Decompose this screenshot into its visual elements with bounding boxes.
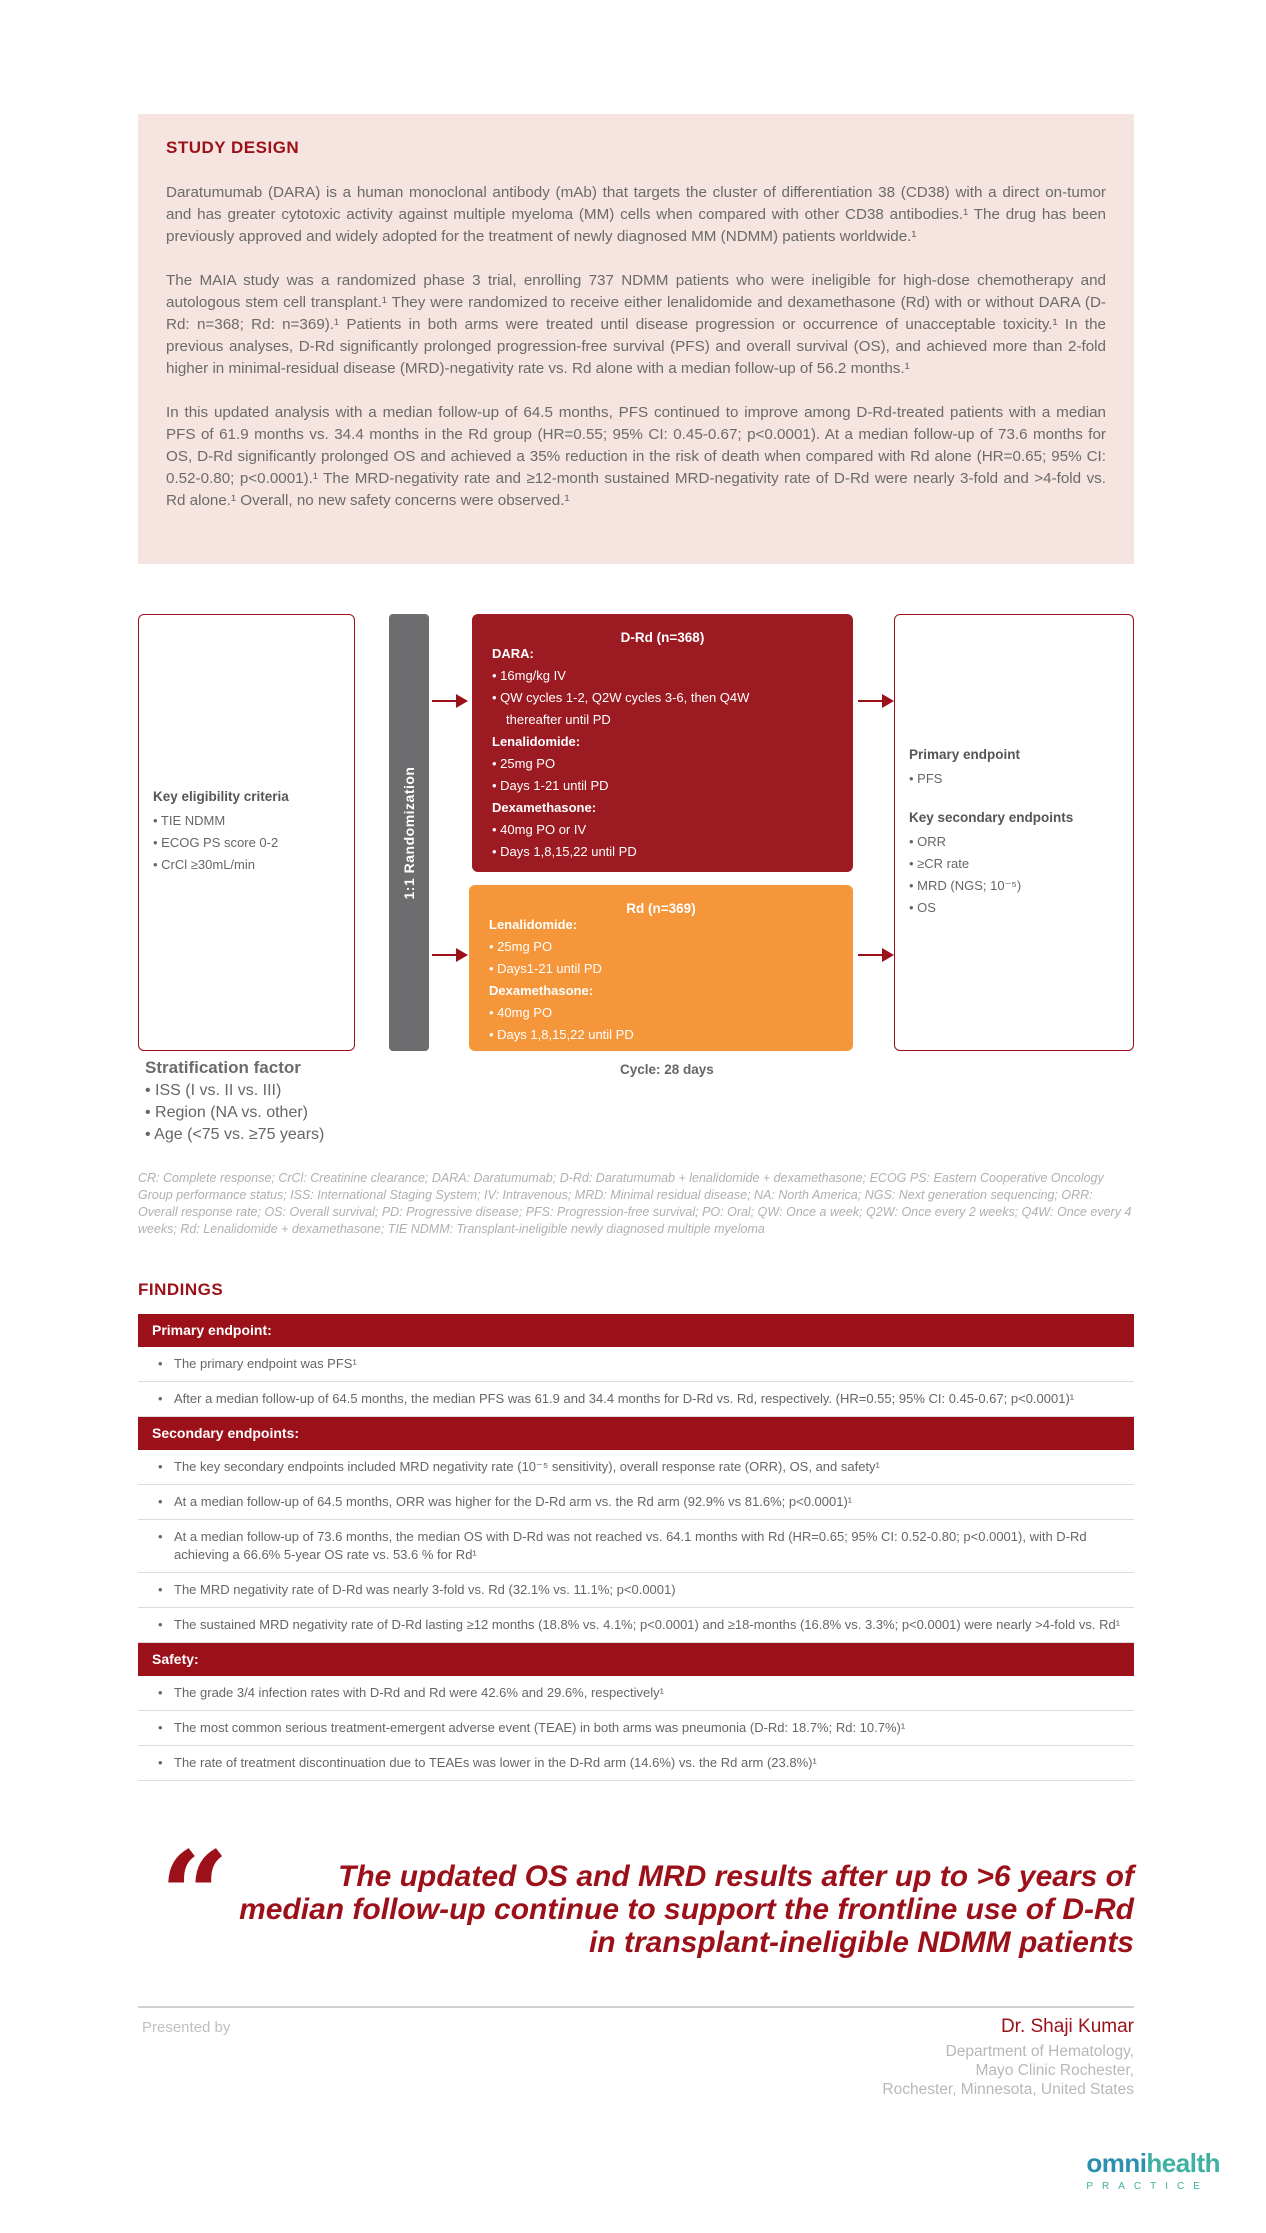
stratification-item: • Age (<75 vs. ≥75 years) bbox=[145, 1126, 325, 1143]
secondary-endpoint-title: Key secondary endpoints bbox=[909, 809, 1074, 825]
rd-dex-label: Dexamethasone: bbox=[489, 983, 594, 998]
primary-endpoint-header: Primary endpoint: bbox=[138, 1314, 1134, 1347]
secondary-endpoint-item: • OS bbox=[909, 899, 936, 915]
secondary-endpoint-item: • MRD (NGS; 10⁻⁵) bbox=[909, 877, 1022, 893]
eligibility-item: • TIE NDMM bbox=[153, 813, 226, 828]
safety-header: Safety: bbox=[138, 1643, 1134, 1676]
key-quote: The updated OS and MRD results after up to >6 years of median follow-up continue to support the frontline use of D-Rd in transplant-ineligible NDMM patients bbox=[239, 1860, 1134, 1959]
finding-row: • After a median follow-up of 64.5 months, the median PFS was 61.9 and 34.4 months for D-Rd vs. Rd, respectively. (HR=0.55; 95% CI: 0.45-0.67; p<0.0001)¹ bbox=[138, 1382, 1134, 1417]
drd-dara-item: thereafter until PD bbox=[506, 712, 611, 727]
finding-row: • The primary endpoint was PFS¹ bbox=[138, 1347, 1134, 1382]
presenter-affiliation: Department of Hematology, bbox=[945, 2043, 1134, 2060]
drd-dara-label: DARA: bbox=[492, 646, 534, 661]
presenter-name: Dr. Shaji Kumar bbox=[1000, 2016, 1134, 2037]
eligibility-item: • CrCl ≥30mL/min bbox=[153, 857, 255, 872]
arrow-to-drd bbox=[432, 700, 466, 702]
omnihealth-logo bbox=[1086, 2148, 1220, 2192]
presenter-affiliation: Rochester, Minnesota, United States bbox=[882, 2081, 1134, 2098]
drd-len-item: • Days 1-21 until PD bbox=[492, 778, 609, 793]
drd-len-item: • 25mg PO bbox=[492, 756, 556, 771]
drd-dex-item: • 40mg PO or IV bbox=[492, 822, 587, 837]
arrow-to-rd bbox=[432, 954, 466, 956]
quote-mark-icon: “ bbox=[160, 1825, 230, 1966]
finding-row: • The sustained MRD negativity rate of D-Rd lasting ≥12 months (18.8% vs. 4.1%; p<0.0001) and ≥18-months (16.8% vs. 3.3%; p<0.0001) were nearly >4-fold vs. Rd¹ bbox=[138, 1608, 1134, 1643]
drd-dara-item: • QW cycles 1-2, Q2W cycles 3-6, then Q4W bbox=[492, 690, 750, 705]
finding-row: • At a median follow-up of 64.5 months, ORR was higher for the D-Rd arm vs. the Rd arm (92.9% vs 81.6%; p<0.0001)¹ bbox=[138, 1485, 1134, 1520]
drd-arm-title: D-Rd (n=368) bbox=[620, 630, 705, 645]
drd-dex-item: • Days 1,8,15,22 until PD bbox=[492, 844, 637, 859]
primary-endpoint-title: Primary endpoint bbox=[909, 746, 1021, 762]
finding-row: • At a median follow-up of 73.6 months, the median OS with D-Rd was not reached vs. 64.1 months with Rd (HR=0.65; 95% CI: 0.52-0.80; p<0.0001), with D-Rd achieving a 66.6% 5-year OS rate vs. 53.6 % for Rd¹ bbox=[138, 1520, 1134, 1573]
divider bbox=[138, 2006, 1134, 2008]
rd-dex-item: • Days 1,8,15,22 until PD bbox=[489, 1027, 634, 1042]
secondary-endpoint-item: • ≥CR rate bbox=[909, 855, 970, 871]
rd-dex-item: • 40mg PO bbox=[489, 1005, 553, 1020]
study-design-panel bbox=[138, 114, 1134, 564]
presented-by-label: Presented by bbox=[142, 2019, 231, 2036]
finding-row: • The grade 3/4 infection rates with D-Rd and Rd were 42.6% and 29.6%, respectively¹ bbox=[138, 1676, 1134, 1711]
drd-len-label: Lenalidomide: bbox=[492, 734, 581, 749]
secondary-endpoints-header: Secondary endpoints: bbox=[138, 1417, 1134, 1450]
stratification-title: Stratification factor bbox=[145, 1058, 301, 1077]
findings-title: FINDINGS bbox=[138, 1280, 224, 1299]
endpoints-box bbox=[894, 614, 1134, 1051]
secondary-endpoint-item: • ORR bbox=[909, 833, 947, 849]
finding-row: • The key secondary endpoints included MRD negativity rate (10⁻⁵ sensitivity), overall response rate (ORR), OS, and safety¹ bbox=[138, 1450, 1134, 1485]
abbreviations-footnote: CR: Complete response; CrCl: Creatinine clearance; DARA: Daratumumab; D-Rd: Daratumumab + lenalidomide + dexamethasone; ECOG PS: Eastern Cooperative Oncology Group performance status; ISS: International Staging System; IV: Intravenous; MRD: Minimal residual disease; NA: North America; NGS: Next generation sequencing; ORR: Overall response rate; OS: Overall survival; PD: Progressive disease; PFS: Progression-free survival; PO: Oral; QW: Once a week; Q2W: Once every 2 weeks; Q4W: Once every 4 weeks; Rd: Lenalidomide + dexamethasone; TIE NDMM: Transplant-ineligible newly diagnosed multiple myeloma bbox=[138, 1171, 1132, 1236]
eligibility-box bbox=[138, 614, 355, 1051]
presenter-affiliation: Mayo Clinic Rochester, bbox=[975, 2062, 1134, 2079]
drd-dara-item: • 16mg/kg IV bbox=[492, 668, 566, 683]
stratification-block bbox=[145, 1058, 324, 1146]
eligibility-item: • ECOG PS score 0-2 bbox=[153, 835, 279, 850]
study-design-paragraph-3: In this updated analysis with a median follow-up of 64.5 months, PFS continued to improve among D-Rd-treated patients with a median PFS of 61.9 months vs. 34.4 months in the Rd group (HR=0.55; 95% CI: 0.45-0.67; p<0.0001). At a median follow-up of 73.6 months for OS, D-Rd significantly prolonged OS and achieved a 35% reduction in the risk of death when compared with Rd alone (HR=0.65; 95% CI: 0.52-0.80; p<0.0001).¹ The MRD-negativity rate and ≥12-month sustained MRD-negativity rate of D-Rd were nearly 3-fold and >4-fold vs. Rd alone.¹ Overall, no new safety concerns were observed.¹ bbox=[166, 404, 1106, 509]
randomization-bar bbox=[389, 614, 429, 1051]
logo-word-health: health bbox=[1146, 2148, 1220, 2178]
study-design-paragraph-1: Daratumumab (DARA) is a human monoclonal antibody (mAb) that targets the cluster of differentiation 38 (CD38) with a direct on-tumor and has greater cytotoxic activity against multiple myeloma (MM) cells when compared with other CD38 antibodies.¹ The drug has been previously approved and widely adopted for the treatment of newly diagnosed MM (NDMM) patients worldwide.¹ bbox=[166, 184, 1106, 245]
rd-arm-title: Rd (n=369) bbox=[626, 901, 696, 916]
study-design-paragraph-2: The MAIA study was a randomized phase 3 trial, enrolling 737 NDMM patients who were ineligible for high-dose chemotherapy and autologous stem cell transplant.¹ They were randomized to receive either lenalidomide and dexamethasone (Rd) with or without DARA (D-Rd: n=368; Rd: n=369).¹ Patients in both arms were treated until disease progression or occurrence of unacceptable toxicity.¹ In the previous analyses, D-Rd significantly prolonged progression-free survival (PFS) and overall survival (OS), and achieved more than 2-fold higher in minimal-residual disease (MRD)-negativity rate vs. Rd alone with a median follow-up of 56.2 months.¹ bbox=[166, 272, 1106, 377]
logo-word-omni: omni bbox=[1086, 2148, 1147, 2178]
findings-table bbox=[138, 1314, 1134, 1781]
finding-row: • The MRD negativity rate of D-Rd was nearly 3-fold vs. Rd (32.1% vs. 11.1%; p<0.0001) bbox=[138, 1573, 1134, 1608]
drd-dex-label: Dexamethasone: bbox=[492, 800, 597, 815]
arrow-rd-to-endpoints bbox=[858, 954, 892, 956]
primary-endpoint-item: • PFS bbox=[909, 770, 943, 786]
rd-arm-box bbox=[469, 885, 853, 1051]
logo-subtitle: PRACTICE bbox=[1086, 2181, 1209, 2192]
rd-len-label: Lenalidomide: bbox=[489, 917, 578, 932]
stratification-item: • Region (NA vs. other) bbox=[145, 1104, 308, 1121]
cycle-label: Cycle: 28 days bbox=[620, 1062, 714, 1077]
drd-arm-box bbox=[472, 614, 853, 872]
rd-len-item: • 25mg PO bbox=[489, 939, 553, 954]
arrow-drd-to-endpoints bbox=[858, 700, 892, 702]
randomization-label: 1:1 Randomization bbox=[401, 766, 417, 899]
finding-row: • The rate of treatment discontinuation due to TEAEs was lower in the D-Rd arm (14.6%) vs. the Rd arm (23.8%)¹ bbox=[138, 1746, 1134, 1781]
eligibility-title: Key eligibility criteria bbox=[153, 789, 289, 804]
finding-row: • The most common serious treatment-emergent adverse event (TEAE) in both arms was pneumonia (D-Rd: 18.7%; Rd: 10.7%)¹ bbox=[138, 1711, 1134, 1746]
rd-len-item: • Days1-21 until PD bbox=[489, 961, 602, 976]
stratification-item: • ISS (I vs. II vs. III) bbox=[145, 1082, 282, 1099]
presenter-block bbox=[882, 2016, 1134, 2099]
study-design-title: STUDY DESIGN bbox=[166, 138, 300, 157]
